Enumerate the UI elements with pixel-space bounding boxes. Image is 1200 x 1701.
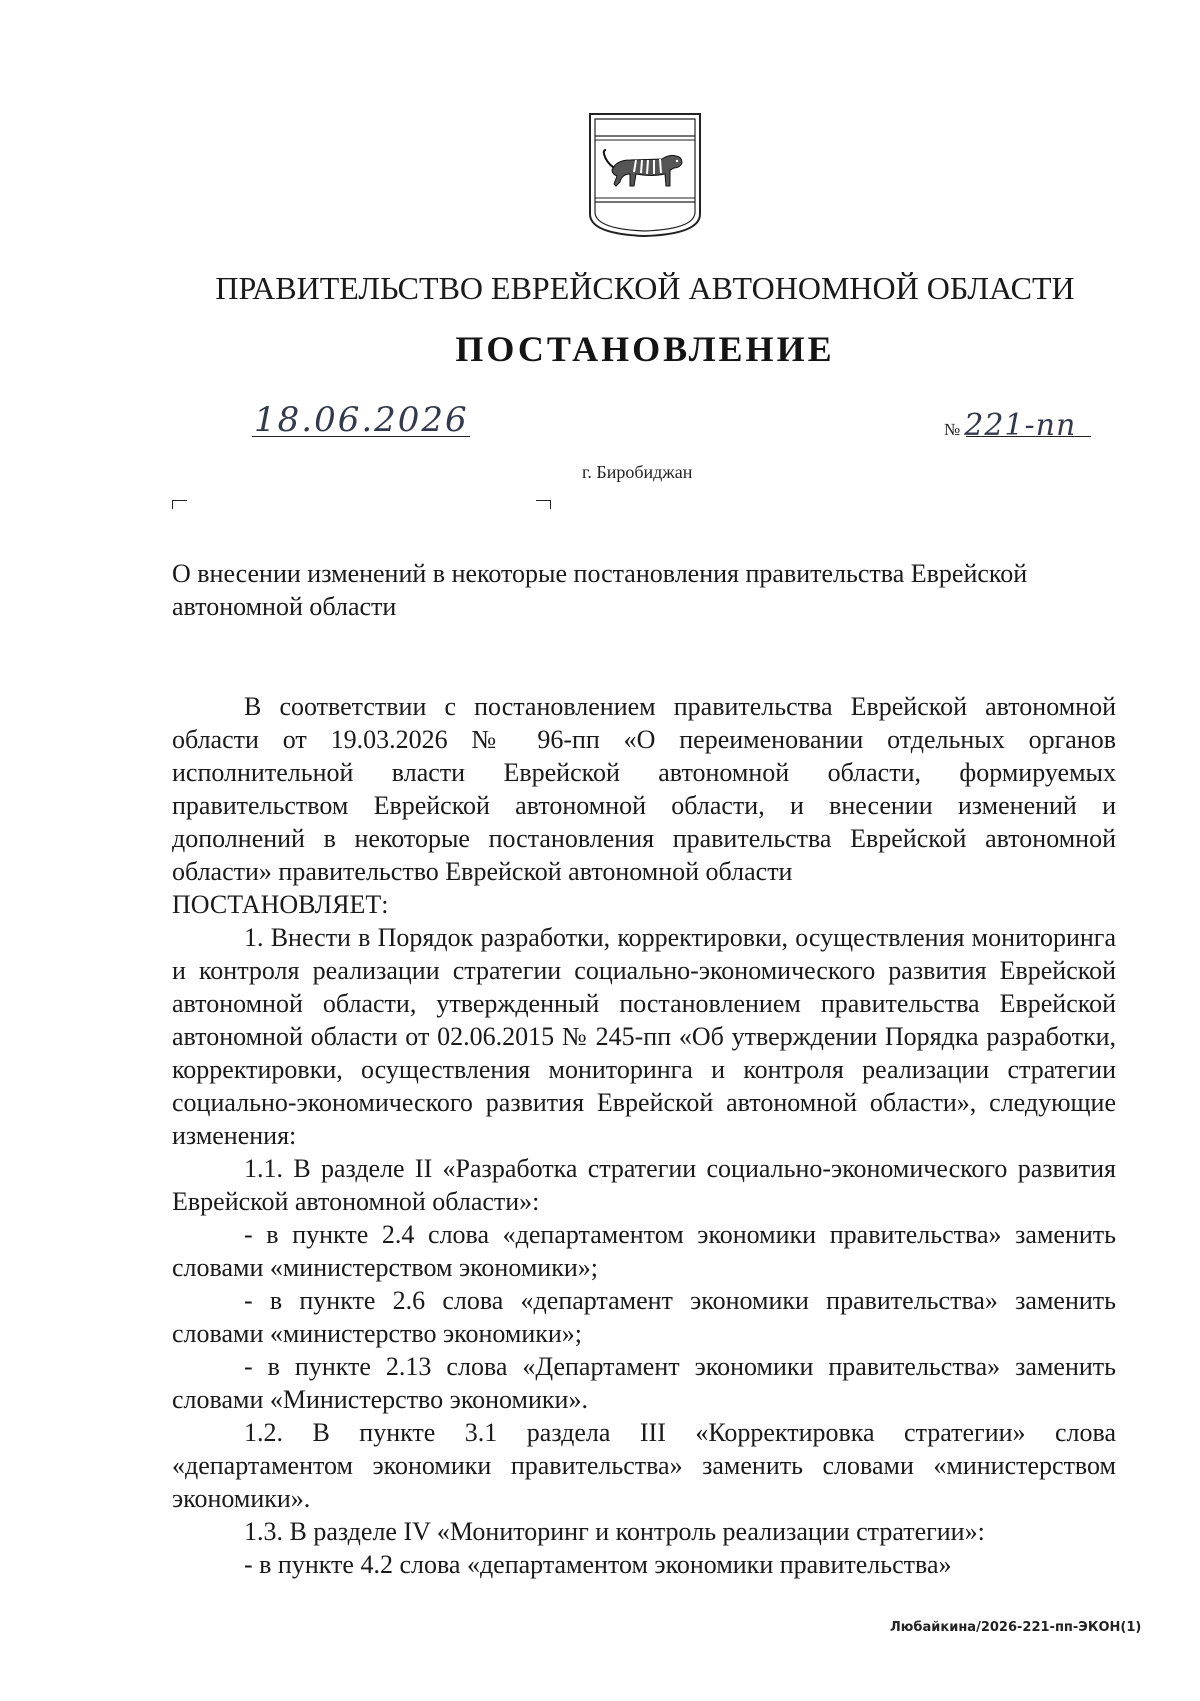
paragraph-item-1-3: 1.3. В разделе IV «Мониторинг и контроль реализации стратегии»: [244, 1517, 985, 1546]
paragraph-item-1-1-c: - в пункте 2.13 слова «Департамент экономики правительства» заменить словами «Министерство экономики». [172, 1352, 1116, 1414]
paragraph-preamble: В соответствии с постановлением правительства Еврейской автономной области от 19.03.2026 № 96-пп «О переименовании отдельных органов исполнительной власти Еврейской автономной области, формируемых правительством Еврейской автономной области, и внесении изменений и дополнений в некоторые постановления правительства Еврейской автономной области» правительство Еврейской автономной области [172, 692, 1116, 886]
paragraph-item-1-2: 1.2. В пункте 3.1 раздела III «Корректировка стратегии» слова «департаментом экономики правительства» заменить словами «министерством экономики». [172, 1418, 1116, 1513]
organization-title: ПРАВИТЕЛЬСТВО ЕВРЕЙСКОЙ АВТОНОМНОЙ ОБЛАСТИ [215, 270, 1075, 306]
paragraph-item-1-1-b: - в пункте 2.6 слова «департамент экономики правительства» заменить словами «министерство экономики»; [172, 1286, 1116, 1348]
number-underline [966, 436, 1091, 437]
subject-corner-left [172, 500, 187, 509]
number-sign: № [944, 420, 961, 439]
paragraph-item-1-1-a: - в пункте 2.4 слова «департаментом экономики правительства» заменить словами «министерством экономики»; [172, 1220, 1116, 1282]
city-name: г. Биробиджан [582, 462, 693, 482]
paragraph-item-1-1: 1.1. В разделе II «Разработка стратегии социально-экономического развития Еврейской автономной области»: [172, 1154, 1116, 1216]
footer-reference: Любайкина/2026-221-пп-ЭКОН(1) [890, 1620, 1142, 1635]
document-date: 18.06.2026 [254, 400, 469, 440]
date-underline [252, 436, 470, 437]
document-body [172, 690, 1116, 1581]
document-subject: О внесении изменений в некоторые постановления правительства Еврейской автономной области [172, 559, 1028, 621]
subject-corner-right [536, 500, 551, 509]
number-value: 221-пп [964, 408, 1077, 443]
coat-of-arms-tiger-icon [586, 110, 704, 240]
paragraph-item-1: 1. Внести в Порядок разработки, корректировки, осуществления мониторинга и контроля реализации стратегии социально-экономического развития Еврейской автономной области, утвержденный постановлением правительства Еврейской автономной области от 02.06.2015 № 245-пп «Об утверждении Порядка разработки, корректировки, осуществления мониторинга и контроля реализации стратегии социально-экономического развития Еврейской автономной области», следующие изменения: [172, 923, 1116, 1150]
paragraph-item-1-3-a: - в пункте 4.2 слова «департаментом экономики правительства» [244, 1550, 952, 1579]
document-type-heading: ПОСТАНОВЛЕНИЕ [455, 329, 835, 369]
paragraph-resolves: ПОСТАНОВЛЯЕТ: [172, 890, 389, 919]
